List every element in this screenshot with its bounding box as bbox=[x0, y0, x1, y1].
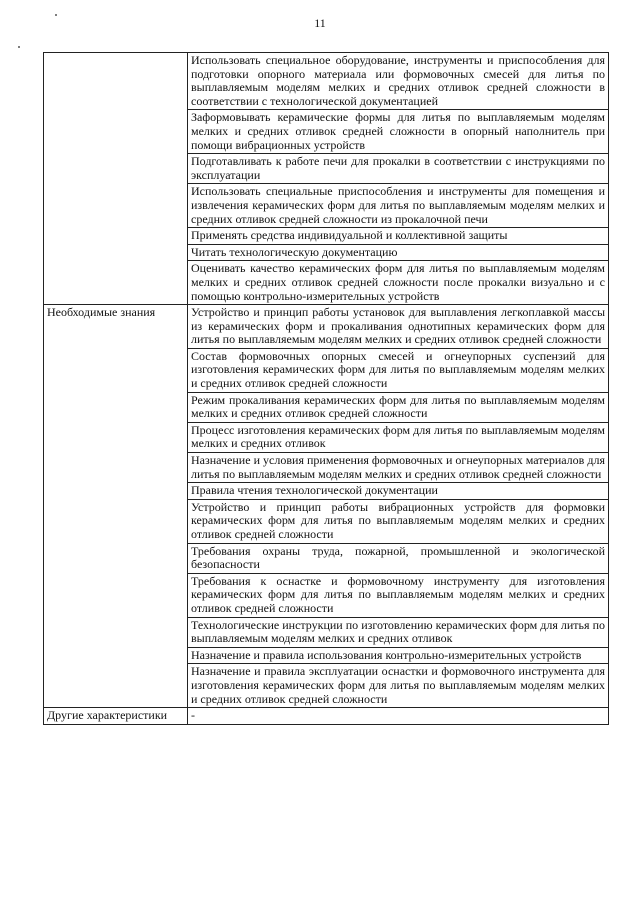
section-label bbox=[44, 53, 188, 305]
requirement-item: Оценивать качество керамических форм для литья по выплавляемым моделям мелких и средних отливок средней сложности после прокалки визуально и с помощью контрольно-измерительных устройств bbox=[188, 261, 609, 305]
table-row bbox=[44, 708, 609, 725]
requirement-item: Назначение и правила использования контрольно-измерительных устройств bbox=[188, 647, 609, 664]
requirement-item: Заформовывать керамические формы для литья по выплавляемым моделям мелких и средних отливок средней сложности в опорный наполнитель при помощи вибрационных устройств bbox=[188, 110, 609, 154]
requirements-table-body bbox=[44, 53, 609, 725]
requirement-item: Требования охраны труда, пожарной, промышленной и экологической безопасности bbox=[188, 543, 609, 573]
requirement-item: Режим прокаливания керамических форм для литья по выплавляемым моделям мелких и средних отливок средней сложности bbox=[188, 392, 609, 422]
requirement-item: Устройство и принцип работы вибрационных устройств для формовки керамических форм для литья по выплавляемым моделям мелких и средних отливок средней сложности bbox=[188, 499, 609, 543]
page-number: 11 bbox=[314, 16, 326, 30]
section-label: Другие характеристики bbox=[44, 708, 188, 725]
requirement-item: Процесс изготовления керамических форм для литья по выплавляемым моделям мелких и средних отливок bbox=[188, 422, 609, 452]
requirements-table bbox=[43, 52, 609, 725]
requirement-item: Требования к оснастке и формовочному инструменту для изготовления керамических форм для литья по выплавляемым моделям мелких и средних отливок средней сложности bbox=[188, 573, 609, 617]
scan-speck bbox=[18, 46, 20, 48]
requirement-item: Состав формовочных опорных смесей и огнеупорных суспензий для изготовления керамических форм для литья по выплавляемым моделям мелких и средних отливок средней сложности bbox=[188, 348, 609, 392]
table-row bbox=[44, 53, 609, 110]
requirement-item: Применять средства индивидуальной и коллективной защиты bbox=[188, 228, 609, 245]
table-row bbox=[44, 305, 609, 349]
requirement-item: Назначение и условия применения формовочных и огнеупорных материалов для литья по выплавляемым моделям мелких и средних отливок средней сложности bbox=[188, 453, 609, 483]
requirement-item: Технологические инструкции по изготовлению керамических форм для литья по выплавляемым моделям мелких и средних отливок bbox=[188, 617, 609, 647]
requirement-item: Правила чтения технологической документации bbox=[188, 483, 609, 500]
section-label: Необходимые знания bbox=[44, 305, 188, 708]
requirement-item: Читать технологическую документацию bbox=[188, 244, 609, 261]
requirement-item: Устройство и принцип работы установок для выплавления легкоплавкой массы из керамических форм и прокаливания однотипных керамических форм для литья по выплавляемым моделям мелких и средних отливок средней сложности bbox=[188, 305, 609, 349]
requirement-item: - bbox=[188, 708, 609, 725]
requirement-item: Использовать специальные приспособления и инструменты для помещения и извлечения керамических форм для литья по выплавляемым моделям мелких и средних отливок средней сложности из прокалочной печи bbox=[188, 184, 609, 228]
requirement-item: Назначение и правила эксплуатации оснастки и формовочного инструмента для изготовления керамических форм для литья по выплавляемым моделям мелких и средних отливок средней сложности bbox=[188, 664, 609, 708]
requirement-item: Использовать специальное оборудование, инструменты и приспособления для подготовки опорного материала или формовочных смесей для литья по выплавляемым моделям мелких и средних отливок средней сложности в соответствии с технологической документацией bbox=[188, 53, 609, 110]
scan-speck bbox=[55, 14, 57, 16]
requirement-item: Подготавливать к работе печи для прокалки в соответствии с инструкциями по эксплуатации bbox=[188, 154, 609, 184]
